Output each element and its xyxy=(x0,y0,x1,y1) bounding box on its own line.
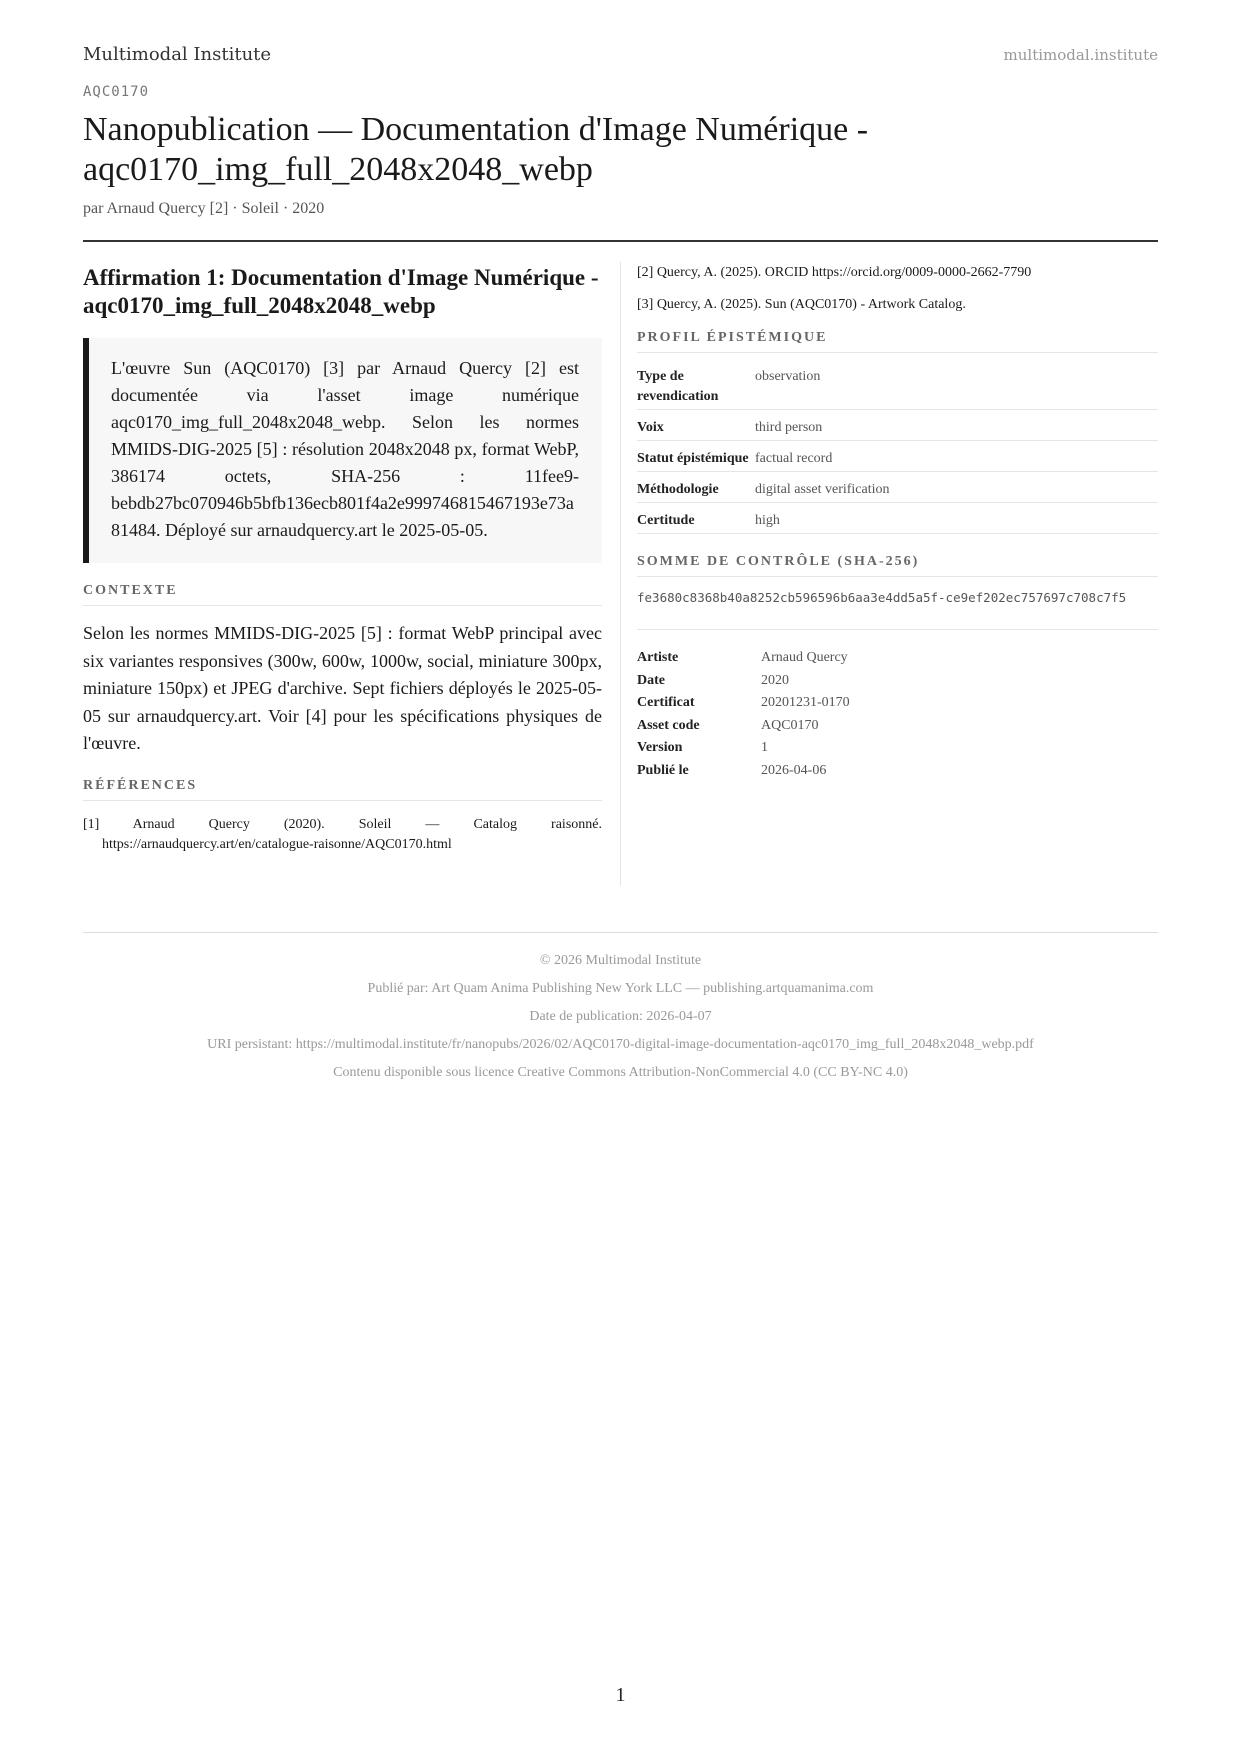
reference-catalog: [3] Quercy, A. (2025). Sun (AQC0170) - Artwork Catalog. xyxy=(637,297,966,312)
checksum-value: fe3680c8368b40a8252cb596596b6aa3e4dd5a5f-ce9ef202ec757697c708c7f5 xyxy=(637,589,1158,630)
claim-text: L'œuvre Sun (AQC0170) [3] par Arnaud Quercy [2] est documentée via l'asset image numérique aqc0170_img_full_2048x2048_webp. Selon les normes MMIDS-DIG-2025 [5] : résolution 2048x2048 px, format WebP, 386174 octets, SHA-256 : 11fee9-bebdb27bc070946b5bfb136ecb801f4a2e999746815467193e73a81484. Déployé sur arnaudquercy.art le 2025-05-05. xyxy=(111,358,579,540)
footer-copyright: © 2026 Multimodal Institute xyxy=(539,953,702,968)
meta-value: 1 xyxy=(761,740,768,755)
meta-key: Certificat xyxy=(637,695,695,710)
row-value: digital asset verification xyxy=(755,472,1158,503)
page-number: 1 xyxy=(615,1684,626,1706)
metadata-list xyxy=(637,647,1158,782)
column-divider xyxy=(620,262,621,886)
table-row xyxy=(637,410,1158,441)
top-bar xyxy=(83,44,1158,68)
row-key: Méthodologie xyxy=(637,472,755,503)
reference-orcid[interactable]: [2] Quercy, A. (2025). ORCID https://orcid.org/0009-0000-2662-7790 xyxy=(637,265,1032,280)
header-divider xyxy=(83,240,1158,242)
byline: par Arnaud Quercy [2] · Soleil · 2020 xyxy=(83,200,325,217)
footer-uri[interactable]: URI persistant: https://multimodal.institute/fr/nanopubs/2026/02/AQC0170-digital-image-documentation-aqc0170_img_full_2048x2048_webp.pdf xyxy=(207,1037,1034,1052)
row-value: observation xyxy=(755,359,1158,410)
footer-divider xyxy=(83,932,1158,933)
row-key: Statut épistémique xyxy=(637,441,755,472)
row-key: Voix xyxy=(637,410,755,441)
side-column xyxy=(637,264,1158,782)
list-item xyxy=(637,692,1158,715)
table-row xyxy=(637,359,1158,410)
main-column xyxy=(83,264,602,855)
document-page xyxy=(83,0,1158,1754)
meta-key: Asset code xyxy=(637,717,700,733)
meta-key: Publié le xyxy=(637,762,689,778)
institute-name: Multimodal Institute xyxy=(83,44,272,65)
footer-publisher: Publié par: Art Quam Anima Publishing New York LLC — publishing.artquamanima.com xyxy=(367,981,874,996)
claim-blockquote xyxy=(83,338,602,563)
row-key: Certitude xyxy=(637,503,755,534)
context-text: Selon les normes MMIDS-DIG-2025 [5] : format WebP principal avec six variantes responsives (300w, 600w, 1000w, social, miniature 300px, miniature 150px) et JPEG d'archive. Sept fichiers déployés le 2025-05-05 sur arnaudquercy.art. Voir [4] pour les spécifications physiques de l'œuvre. xyxy=(83,623,602,753)
footer-license: Contenu disponible sous licence Creative Commons Attribution-NonCommercial 4.0 (CC BY-NC 4.0) xyxy=(333,1065,908,1080)
table-row xyxy=(637,441,1158,472)
table-row xyxy=(637,472,1158,503)
checksum-heading: SOMME DE CONTRÔLE (SHA-256) xyxy=(637,554,1158,577)
footer-pubdate: Date de publication: 2026-04-07 xyxy=(529,1009,712,1024)
meta-value: Arnaud Quercy xyxy=(761,650,848,665)
row-value: factual record xyxy=(755,441,1158,472)
context-heading: CONTEXTE xyxy=(83,583,602,606)
meta-value: 2020 xyxy=(761,672,789,688)
list-item xyxy=(637,737,1158,760)
asset-code: AQC0170 xyxy=(83,84,150,100)
meta-value: AQC0170 xyxy=(761,717,819,733)
row-key: Type de revendication xyxy=(637,359,755,410)
meta-key: Date xyxy=(637,672,665,688)
reference-item[interactable]: [1] Arnaud Quercy (2020). Soleil — Catalog raisonné. https://arnaudquercy.art/en/catalogue-raisonne/AQC0170.html xyxy=(83,816,602,852)
epistemic-heading: PROFIL ÉPISTÉMIQUE xyxy=(637,330,1158,353)
list-item xyxy=(637,715,1158,738)
claim-title: Affirmation 1: Documentation d'Image Numérique - aqc0170_img_full_2048x2048_webp xyxy=(83,265,599,318)
meta-key: Version xyxy=(637,740,683,755)
page-title: Nanopublication — Documentation d'Image Numérique - aqc0170_img_full_2048x2048_webp xyxy=(83,111,869,188)
meta-value: 20201231-0170 xyxy=(761,695,850,710)
epistemic-table xyxy=(637,359,1158,534)
meta-value: 2026-04-06 xyxy=(761,762,827,778)
references-heading: RÉFÉRENCES xyxy=(83,778,602,801)
list-item xyxy=(637,670,1158,693)
row-value: high xyxy=(755,503,1158,534)
row-value: third person xyxy=(755,410,1158,441)
footer xyxy=(83,947,1158,1087)
list-item xyxy=(637,647,1158,670)
meta-key: Artiste xyxy=(637,650,679,665)
table-row xyxy=(637,503,1158,534)
list-item xyxy=(637,760,1158,783)
site-link[interactable]: multimodal.institute xyxy=(1003,46,1158,64)
